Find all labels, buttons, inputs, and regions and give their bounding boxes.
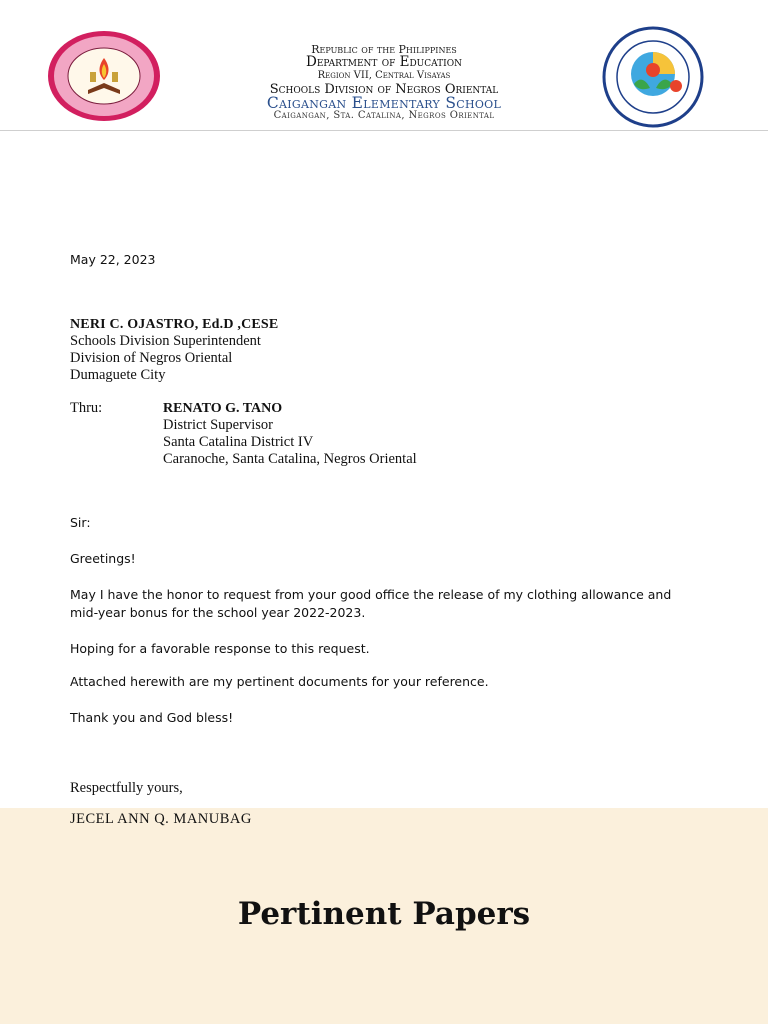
request-line-2: mid-year bonus for the school year 2022-2023. bbox=[70, 605, 366, 620]
thanks-paragraph: Thank you and God bless! bbox=[70, 710, 234, 725]
greeting: Greetings! bbox=[70, 551, 136, 566]
signer-name: JECEL ANN Q. MANUBAG bbox=[70, 811, 252, 827]
thru-address: Caranoche, Santa Catalina, Negros Oriental bbox=[163, 451, 417, 467]
thru-title: District Supervisor bbox=[163, 417, 273, 433]
school-seal-logo bbox=[46, 28, 162, 124]
school-address: Caigangan, Sta. Catalina, Negros Oriental bbox=[273, 110, 495, 121]
closing: Respectfully yours, bbox=[70, 780, 183, 796]
school-name: Caigangan Elementary School bbox=[266, 93, 502, 112]
recipient-office: Division of Negros Oriental bbox=[70, 350, 233, 366]
deped-division-seal-logo bbox=[596, 26, 710, 128]
hope-paragraph: Hoping for a favorable response to this request. bbox=[70, 641, 370, 656]
salutation: Sir: bbox=[70, 515, 91, 530]
recipient-name: NERI C. OJASTRO, Ed.D ,CESE bbox=[70, 317, 279, 332]
thru-district: Santa Catalina District IV bbox=[163, 434, 314, 450]
pertinent-papers-title: Pertinent Papers bbox=[237, 896, 531, 932]
thru-name: RENATO G. TANO bbox=[163, 401, 283, 416]
division-line: Schools Division of Negros Oriental bbox=[269, 81, 499, 97]
letterhead bbox=[0, 0, 768, 131]
letterhead-text bbox=[200, 44, 568, 121]
recipient-block bbox=[70, 316, 690, 384]
letter-date: May 22, 2023 bbox=[70, 252, 156, 267]
request-paragraph bbox=[70, 586, 700, 622]
thru-block bbox=[163, 400, 417, 468]
department-line: Department of Education bbox=[306, 54, 462, 70]
region-line: Region VII, Central Visayas bbox=[317, 69, 451, 81]
attachment-paragraph: Attached herewith are my pertinent documents for your reference. bbox=[70, 674, 489, 689]
recipient-title: Schools Division Superintendent bbox=[70, 333, 261, 349]
recipient-city: Dumaguete City bbox=[70, 367, 166, 383]
thru-label: Thru: bbox=[70, 400, 103, 416]
request-line-1: May I have the honor to request from your good office the release of my clothing allowance and bbox=[70, 587, 672, 602]
republic-line: Republic of the Philippines bbox=[311, 43, 457, 56]
